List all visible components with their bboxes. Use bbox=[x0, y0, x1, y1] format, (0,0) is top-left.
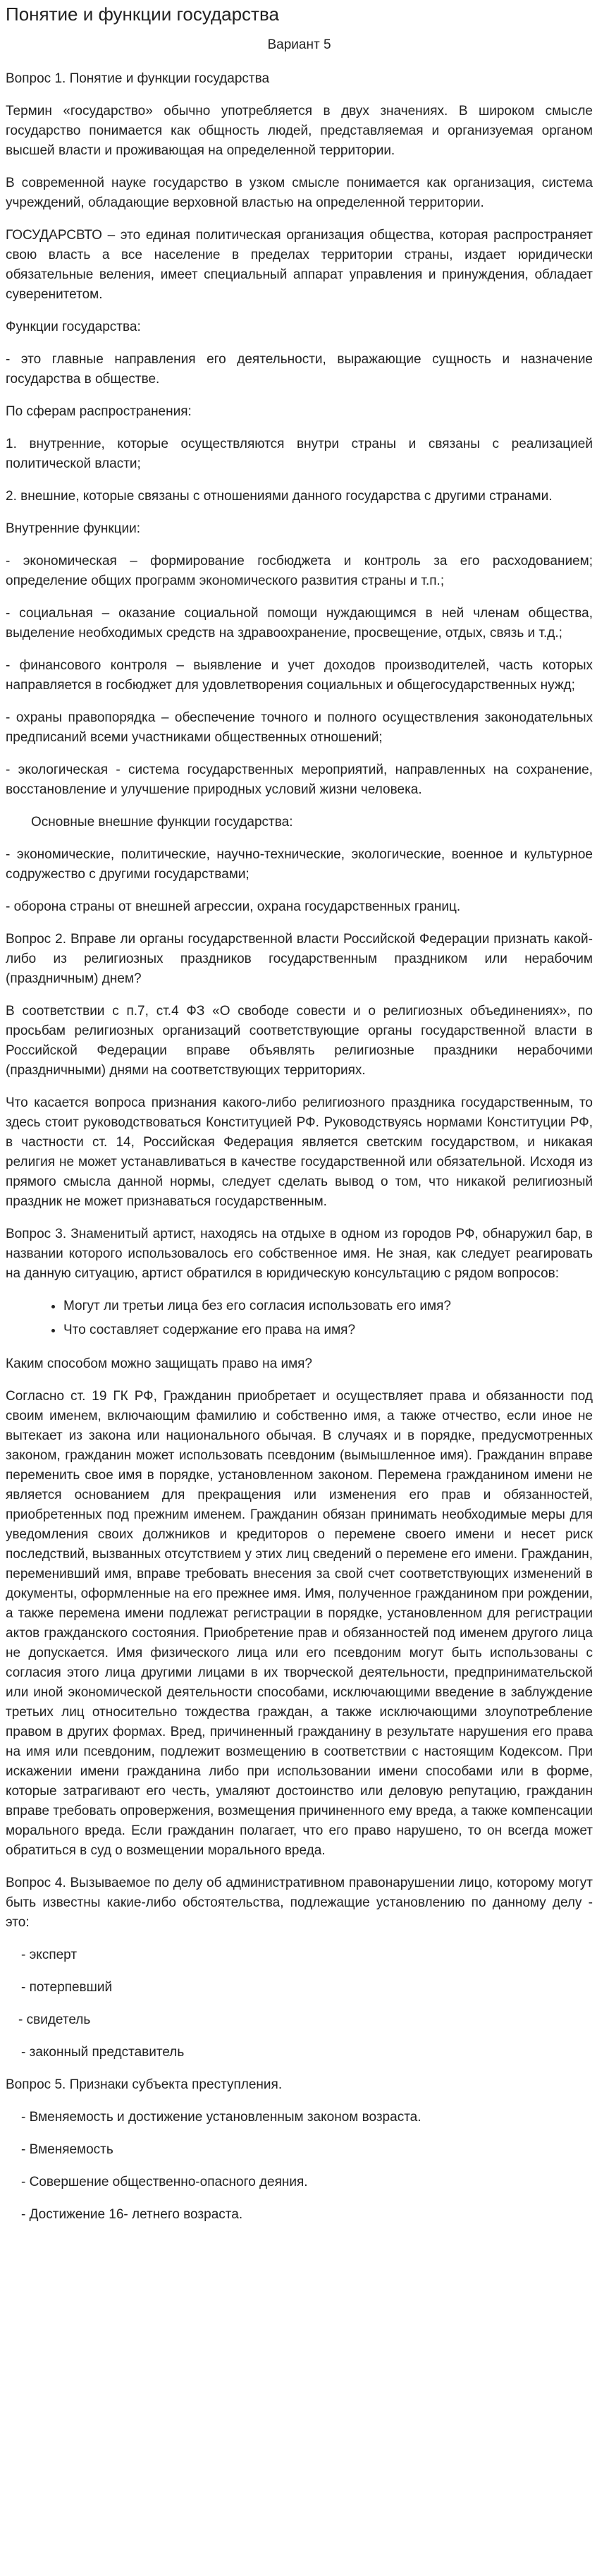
paragraph: - экономические, политические, научно-технические, экологические, военное и культурное содружество с другими государствами; bbox=[6, 847, 593, 882]
answer-option: - Совершение общественно-опасного деяния. bbox=[21, 2175, 308, 2189]
answer-option: - эксперт bbox=[21, 1948, 78, 1962]
bullet-item: • Что составляет содержание его права на имя? bbox=[63, 1320, 593, 1340]
document-body bbox=[6, 69, 593, 2225]
paragraph: В соответствии с п.7, ст.4 ФЗ «О свободе совести и о религиозных объединениях», по просьбам религиозных организаций соответствующие органы государственной власти в Российской Федерации вправе объявлять религиозные праздники нерабочими (праздничными) днями на соответствующих территориях. bbox=[6, 1004, 593, 1078]
paragraph: Термин «государство» обычно употребляется в двух значениях. В широком смысле государство понимается как общность людей, представляемая и организуемая органом высшей власти и проживающая на определенной территории. bbox=[6, 104, 593, 158]
answer-option: - потерпевший bbox=[21, 1980, 113, 1995]
paragraph: По сферам распространения: bbox=[6, 404, 192, 419]
document-title: Понятие и функции государства bbox=[6, 4, 279, 25]
paragraph: - это главные направления его деятельности, выражающие сущность и назначение государства в обществе. bbox=[6, 352, 593, 387]
paragraph: Вопрос 3. Знаменитый артист, находясь на отдыхе в одном из городов РФ, обнаружил бар, в названии которого использовалось его собственное имя. Не зная, как следует реагировать на данную ситуацию, артист обратился в юридическую консультацию с рядом вопросов: bbox=[6, 1227, 593, 1281]
paragraph: Функции государства: bbox=[6, 320, 141, 334]
paragraph: ГОСУДАРСВТО – это единая политическая организация общества, которая распространяет свою власть а все население в пределах территории страны, издает юридически обязательные веления, имеет специальный аппарат управления и принуждения, обладает суверенитетом. bbox=[6, 228, 593, 302]
paragraph: - социальная – оказание социальной помощи нуждающимся в ней членам общества, выделение необходимых средств на здравоохранение, просвещение, отдых, связь и т.д.; bbox=[6, 606, 593, 640]
paragraph: 1. внутренние, которые осуществляются внутри страны и связаны с реализацией политической власти; bbox=[6, 437, 593, 471]
answer-option: - Достижение 16- летнего возраста. bbox=[21, 2207, 243, 2222]
paragraph: - охраны правопорядка – обеспечение точного и полного осуществления законодательных предписаний всеми участниками общественных отношений; bbox=[6, 710, 593, 745]
paragraph: - экологическая - система государственных мероприятий, направленных на сохранение, восстановление и улучшение природных условий жизни человека. bbox=[6, 763, 593, 797]
paragraph: Каким способом можно защищать право на имя? bbox=[6, 1356, 312, 1371]
paragraph: Основные внешние функции государства: bbox=[31, 815, 293, 830]
answer-option: - свидетель bbox=[18, 2012, 91, 2027]
answer-option: - законный представитель bbox=[21, 2045, 185, 2060]
paragraph: Согласно ст. 19 ГК РФ, Гражданин приобретает и осуществляет права и обязанности под своим именем, включающим фамилию и собственно имя, а также отчество, если иное не вытекает из закона или национального обычая. В случаях и в порядке, предусмотренных законом, гражданин может использовать псевдоним (вымышленное имя). Гражданин вправе переменить свое имя в порядке, установленном законом. Перемена гражданином имени не является основанием для прекращения или изменения его прав и обязанностей, приобретенных под прежним именем. Гражданин обязан принимать необходимые меры для уведомления своих должников и кредиторов о перемене своего имени и несет риск последствий, вызванных отсутствием у этих лиц сведений о перемене его имени. Гражданин, переменивший имя, вправе требовать внесения за свой счет соответствующих изменений в документы, оформленные на его прежнее имя. Имя, полученное гражданином при рождении, а также перемена имени подлежат регистрации в порядке, установленном для регистрации актов гражданского состояния. Приобретение прав и обязанностей под именем другого лица не допускается. Имя физического лица или его псевдоним могут быть использованы с согласия этого лица другими лицами в их творческой деятельности, предпринимательской или иной экономической деятельности способами, исключающими введение в заблуждение третьих лиц относительно тождества граждан, а также исключающими злоупотребление правом в других формах. Вред, причиненный гражданину в результате нарушения его права на имя или псевдоним, подлежит возмещению в соответствии с настоящим Кодексом. При искажении имени гражданина либо при использовании имени способами или в форме, которые затрагивают его честь, умаляют достоинство или деловую репутацию, гражданин вправе требовать опровержения, возмещения причиненного ему вреда, а также компенсации морального вреда. Если гражданин полагает, что его право нарушено, то он всегда может обратиться в суд о возмещении морального вреда. bbox=[6, 1389, 593, 1858]
variant-label: Вариант 5 bbox=[267, 37, 331, 52]
paragraph: - оборона страны от внешней агрессии, охрана государственных границ. bbox=[6, 899, 461, 914]
paragraph: Что касается вопроса признания какого-либо религиозного праздника государственным, то здесь стоит руководствоваться Конституцией РФ. Руководствуясь нормами Конституции РФ, в частности ст. 14, Российская Федерация является светским государством, и никакая религия не может устанавливаться в качестве государственной или обязательной. Исходя из прямого смысла данной нормы, следует сделать вывод о том, что никакой религиозный праздник не может признаваться государственным. bbox=[6, 1095, 593, 1209]
answer-option: - Вменяемость bbox=[21, 2142, 113, 2157]
paragraph: В современной науке государство в узком смысле понимается как организация, система учреждений, обладающие верховной властью на определенной территории. bbox=[6, 176, 593, 210]
paragraph: - экономическая – формирование госбюджета и контроль за его расходованием; определение общих программ экономического развития страны и т.п.; bbox=[6, 554, 593, 588]
paragraph: Вопрос 4. Вызываемое по делу об административном правонарушении лицо, которому могут быть известны какие-либо обстоятельства, подлежащие установлению по данному делу - это: bbox=[6, 1876, 593, 1930]
paragraph: - финансового контроля – выявление и учет доходов производителей, часть которых направляется в госбюджет для удовлетворения социальных и общегосударственных нужд; bbox=[6, 658, 593, 693]
bullet-list bbox=[6, 1296, 593, 1340]
paragraph: 2. внешние, которые связаны с отношениями данного государства с другими странами. bbox=[6, 489, 553, 504]
paragraph: Внутренние функции: bbox=[6, 521, 141, 536]
paragraph: Вопрос 2. Вправе ли органы государственной власти Российской Федерации признать какой-либо из религиозных праздников государственным праздником или нерабочим (праздничным) днем? bbox=[6, 932, 593, 986]
answer-option: - Вменяемость и достижение установленным законом возраста. bbox=[21, 2110, 421, 2125]
bullet-item: • Могут ли третьи лица без его согласия использовать его имя? bbox=[63, 1296, 593, 1316]
paragraph: Вопрос 1. Понятие и функции государства bbox=[6, 71, 270, 86]
paragraph: Вопрос 5. Признаки субъекта преступления. bbox=[6, 2077, 283, 2092]
